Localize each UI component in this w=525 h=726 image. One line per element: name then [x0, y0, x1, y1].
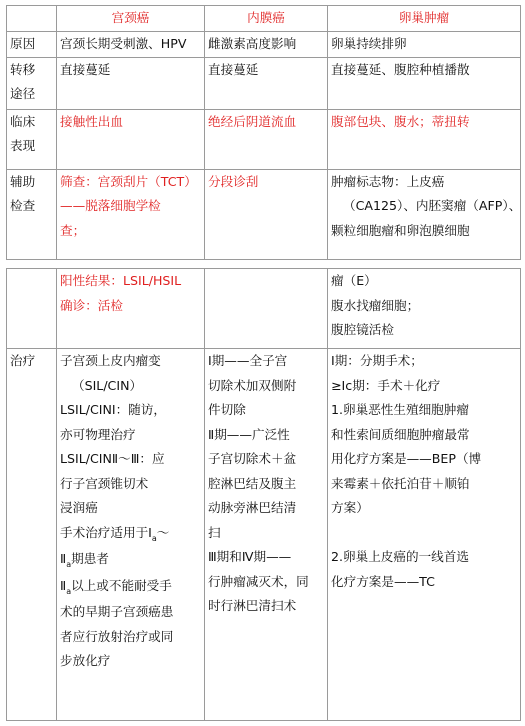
text-line: 查； [60, 222, 86, 238]
row-metastasis [7, 57, 521, 109]
comparison-table-part2 [6, 268, 521, 721]
label-line: 临床 [10, 113, 36, 129]
row-label-clinical [7, 109, 57, 169]
row-treatment [7, 349, 521, 721]
treatment-ovarian [328, 349, 521, 721]
text-line: 阳性结果：LSIL/HSIL [60, 273, 182, 288]
text-line: 浸润癌 [60, 500, 98, 515]
comparison-table-part1 [6, 5, 521, 260]
aux-cont-ovarian [328, 269, 521, 349]
label-line: 辅助 [10, 173, 36, 189]
row-aux-continued [7, 269, 521, 349]
clinical-cervical: 接触性出血 [57, 109, 205, 169]
text-line: 件切除 [208, 402, 246, 417]
treatment-cervical [57, 349, 205, 721]
text-line: LSIL/CINⅠ：随访， [60, 402, 167, 417]
metastasis-ovarian: 直接蔓延、腹腔种植播散 [328, 57, 521, 109]
text-line: 动脉旁淋巴结清 [208, 500, 297, 515]
text-line: 化疗方案是——TC [331, 573, 435, 589]
text-line: LSIL/CINⅡ～Ⅲ：应 [60, 451, 165, 466]
row-label-metastasis [7, 57, 57, 109]
aux-cont-endometrial [205, 269, 328, 349]
aux-ovarian [328, 169, 521, 259]
text-line: （CA125）、内胚窦瘤（AFP）、 [343, 198, 522, 213]
header-cervical-cancer: 宫颈癌 [57, 6, 205, 32]
stage-subscript: a [66, 560, 72, 569]
text-line: 行子宫颈锥切术 [60, 475, 149, 491]
text-line: 来霉素＋依托泊苷＋顺铂 [331, 475, 470, 491]
stage-subscript: a [66, 586, 72, 596]
text-line: 步放化疗 [60, 653, 111, 668]
label-line: 检查 [10, 198, 36, 213]
text-line: Ⅱ期——广泛性 [208, 426, 290, 442]
row-label-treatment: 治疗 [7, 349, 57, 721]
text-line: 和性索间质细胞肿瘤最常 [331, 426, 470, 442]
text-line: 子宫切除术＋盆 [208, 451, 297, 466]
text-line: Ⅰ期——全子宫 [208, 353, 288, 368]
cause-ovarian: 卵巢持续排卵 [328, 32, 521, 58]
clinical-ovarian: 腹部包块、腹水；蒂扭转 [328, 109, 521, 169]
text-line [60, 574, 201, 601]
aux-endometrial: 分段诊刮 [205, 169, 328, 259]
text-line: 切除术加双侧附 [208, 377, 297, 393]
text-line: 1.卵巢恶性生殖细胞肿瘤 [331, 402, 469, 417]
text-line: 肿瘤标志物：上皮癌 [331, 173, 445, 189]
text-line: ——脱落细胞学检 [60, 198, 161, 213]
label-line: 转移 [10, 61, 36, 77]
cause-cervical: 宫颈长期受刺激、HPV [57, 32, 205, 58]
text-part: 以上或不能耐受手 [71, 577, 172, 593]
aux-cont-cervical [57, 269, 205, 349]
text-line: 子宫颈上皮内瘤变 [60, 353, 161, 368]
metastasis-cervical: 直接蔓延 [57, 57, 205, 109]
header-row [7, 6, 521, 32]
text-line: 行肿瘤减灭术，同 [208, 573, 309, 589]
row-label-aux [7, 169, 57, 259]
text-line [60, 521, 201, 548]
text-line: Ⅲ期和Ⅳ期—— [208, 549, 292, 564]
text-part: 期患者 [71, 551, 109, 566]
text-line: 腔淋巴结及腹主 [208, 475, 297, 491]
row-label-empty [7, 269, 57, 349]
header-ovarian-tumor: 卵巢肿瘤 [328, 6, 521, 32]
aux-cervical [57, 169, 205, 259]
text-line: 瘤（E） [331, 273, 377, 288]
row-aux [7, 169, 521, 259]
text-part: Ⅱ [60, 577, 67, 593]
clinical-endometrial: 绝经后阴道流血 [205, 109, 328, 169]
text-line: 筛查：宫颈刮片（TCT） [60, 173, 197, 189]
row-cause [7, 32, 521, 58]
text-line: ≥Ⅰc期：手术＋化疗 [331, 377, 441, 393]
row-label-cause: 原因 [7, 32, 57, 58]
text-line: 时行淋巴清扫术 [208, 598, 297, 613]
text-line: 2.卵巢上皮癌的一线首选 [331, 549, 469, 564]
text-part: Ⅱ [60, 551, 67, 566]
text-part: ～ [156, 524, 170, 540]
text-line: 方案） [331, 500, 369, 515]
text-line: 确诊：活检 [60, 297, 123, 313]
text-line: 腹腔镜活检 [331, 322, 394, 337]
blank-line [331, 521, 517, 546]
treatment-endometrial [205, 349, 328, 721]
metastasis-endometrial: 直接蔓延 [205, 57, 328, 109]
text-line: 亦可物理治疗 [60, 426, 136, 442]
text-line [60, 547, 201, 574]
text-line: Ⅰ期：分期手术； [331, 353, 423, 368]
header-endometrial-cancer: 内膜癌 [205, 6, 328, 32]
text-line: （SIL/CIN） [72, 377, 143, 393]
text-line: 扫 [208, 524, 221, 540]
header-empty-cell [7, 6, 57, 32]
text-line: 颗粒细胞瘤和卵泡膜细胞 [331, 222, 470, 238]
row-clinical [7, 109, 521, 169]
label-line: 途径 [10, 86, 36, 101]
label-line: 表现 [10, 138, 36, 153]
text-line: 者应行放射治疗或同 [60, 628, 174, 644]
cause-endometrial: 雌激素高度影响 [205, 32, 328, 58]
text-line: 术的早期子宫颈癌患 [60, 604, 174, 619]
text-line: 用化疗方案是——BEP（博 [331, 451, 482, 466]
text-line: 腹水找瘤细胞； [331, 297, 420, 313]
stage-subscript: a [151, 533, 157, 543]
text-part: 手术治疗适用于Ⅰ [60, 524, 152, 540]
